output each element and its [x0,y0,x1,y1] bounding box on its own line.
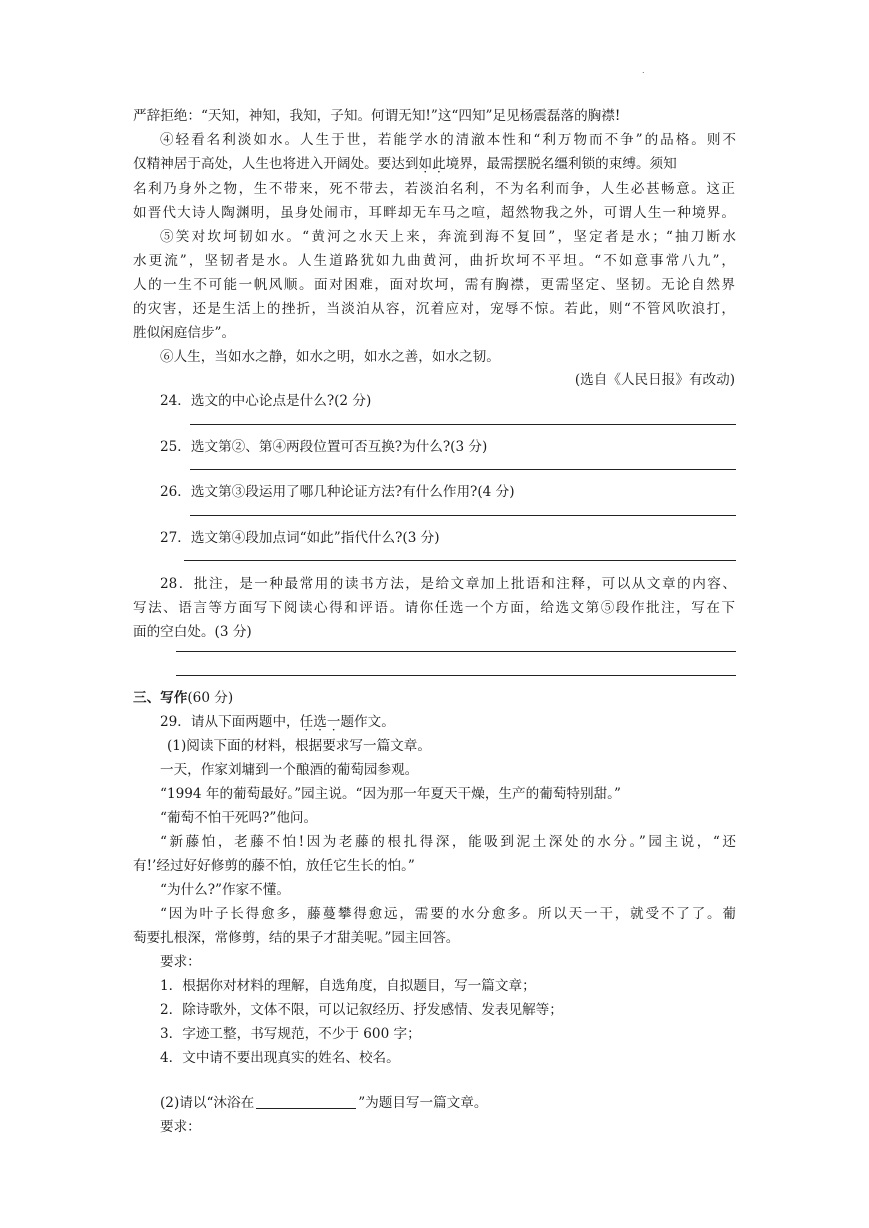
article-line: ⑥人生，当如水之静，如水之明，如水之善，如水之韧。 [160,349,500,365]
article-line: 人的一生不可能一帆风顺。面对困难，面对坎坷，需有胸襟，更需坚定、坚韧。无论自然界 [133,277,735,293]
question-28-cont: 面的空白处。(3 分) [133,624,252,640]
writing-line: 要求： [160,954,201,970]
article-line: ⑤笑对坎坷韧如水。“黄河之水天上来，奔流到海不复回”，坚定者是水；“抽刀断水 [160,229,736,245]
requirement-item: 4．文中请不要出现真实的姓名、校名。 [160,1050,400,1066]
answer-line[interactable] [176,675,736,676]
question-28-cont: 写法、语言等方面写下阅读心得和评语。请你任选一个方面，给选文第⑤段作批注，写在下 [133,600,735,616]
emph-char: 此 [432,156,446,172]
writing-prompt-2: (2)请以“沐浴在 ”为题目写一篇文章。 [160,1095,488,1111]
requirement-item: 1．根据你对材料的理解，自选角度，自拟题目，写一篇文章； [160,978,536,994]
writing-line: 有!’经过好好修剪的藤不怕，放任它生长的怕。” [133,858,415,874]
page-dot: . [642,66,645,75]
question-28: 28．批注，是一种最常用的读书方法，是给文章加上批语和注释，可以从文章的内容、 [160,576,736,592]
writing-line: “为什么?”作家不懂。 [160,882,290,898]
article-line-emph: 仅精神居于高处，人生也将进入开阔处。要达到如此境界，最需摆脱名缰利锁的束缚。须知 [133,156,677,172]
emph-char: 如 [418,156,433,172]
writing-line: 萄要扎根深，常修剪，结的果子才甜美呢。”园主回答。 [133,930,460,946]
requirement-item: 3．字迹工整，书写规范，不少于 600 字； [160,1026,421,1042]
question-25: 25．选文第②、第④两段位置可否互换?为什么?(3 分) [160,439,488,455]
requirement-item: 2．除诗歌外，文体不限，可以记叙经历、抒发感情、发表见解等； [160,1002,563,1018]
answer-line[interactable] [184,560,736,561]
answer-line[interactable] [176,651,736,652]
answer-line[interactable] [190,515,736,516]
article-line: 严辞拒绝：“天知，神知，我知，子知。何谓无知!”这“四知”足见杨震磊落的胸襟! [133,108,621,124]
title-blank[interactable] [256,1094,356,1109]
article-line: 胜似闲庭信步”。 [133,325,236,341]
answer-line[interactable] [190,424,736,425]
writing-prompt-1: (1)阅读下面的材料，根据要求写一篇文章。 [167,738,431,754]
writing-line: 一天，作家刘墉到一个酿酒的葡萄园参观。 [160,762,419,778]
article-line: ④轻看名利淡如水。人生于世，若能学水的清澈本性和“利万物而不争”的品格。则不 [160,132,736,148]
writing-line: “新藤怕，老藤不怕!因为老藤的根扎得深，能吸到泥土深处的水分。”园主说，“还 [160,834,736,850]
article-line: 如晋代大诗人陶渊明，虽身处闹市，耳畔却无车马之喧，超然物我之外，可谓人生一种境界。 [133,205,735,221]
writing-line: “葡萄不怕干死吗?”他问。 [160,810,318,826]
question-29: 29．请从下面两题中，任选一题作文。 [160,714,395,730]
writing-prompt-2-req: 要求： [160,1119,201,1135]
writing-section-title: 三、写作(60 分) [133,690,234,706]
writing-line: “1994 年的葡萄最好。”园主说。“因为那一年夏天干燥，生产的葡萄特别甜。” [160,786,621,802]
question-26: 26．选文第③段运用了哪几种论证方法?有什么作用?(4 分) [160,484,515,500]
question-24: 24．选文的中心论点是什么?(2 分) [160,393,372,409]
article-source: (选自《人民日报》有改动) [574,372,735,388]
answer-line[interactable] [190,469,736,470]
question-27: 27．选文第④段加点词“如此”指代什么?(3 分) [160,530,440,546]
article-line: 的灾害，还是生活上的挫折，当淡泊从容，沉着应对，宠辱不惊。若此，则“不管风吹浪打， [133,301,735,317]
article-line: 水更流”，坚韧者是水。人生道路犹如九曲黄河，曲折坎坷不平坦。“不如意事常八九”， [133,253,735,269]
article-line: 名利乃身外之物，生不带来，死不带去，若淡泊名利，不为名利而争，人生必甚畅意。这正 [133,181,735,197]
writing-line: “因为叶子长得愈多，藤蔓攀得愈远，需要的水分愈多。所以天一干，就受不了了。葡 [160,906,736,922]
